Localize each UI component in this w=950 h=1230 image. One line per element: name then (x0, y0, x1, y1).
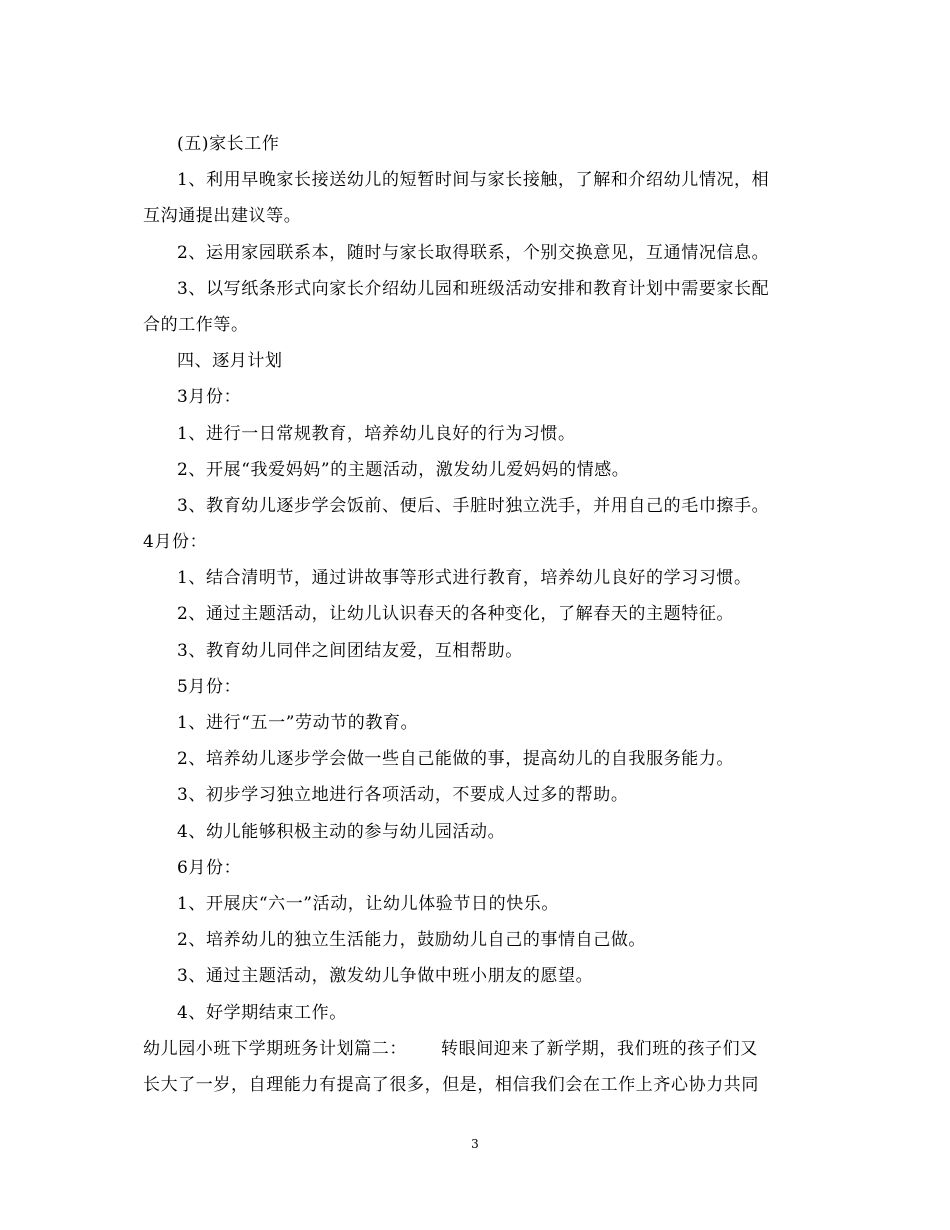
text-line: 3、通过主题活动，激发幼儿争做中班小朋友的愿望。 (177, 966, 594, 987)
month-heading: 3月份： (177, 387, 242, 408)
text-line: 1、进行“五一”劳动节的教育。 (177, 713, 419, 733)
text-line: 1、进行一日常规教育，培养幼儿良好的行为习惯。 (177, 423, 576, 444)
text-line: 4、好学期结束工作。 (177, 1002, 347, 1023)
text-line: 2、开展“我爱妈妈”的主题活动，激发幼儿爱妈妈的情感。 (177, 459, 630, 480)
text-line: 1、利用早晚家长接送幼儿的短暂时间与家长接触，了解和介绍幼儿情况，相 (177, 170, 770, 191)
document-body (143, 126, 808, 1103)
text-line: 合的工作等。 (143, 314, 249, 335)
section-title: 幼儿园小班下学期班务计划篇二： (143, 1038, 407, 1059)
section-intro: 转眼间迎来了新学期，我们班的孩子们又 (441, 1038, 758, 1059)
section-heading: 四、逐月计划 (177, 351, 283, 372)
page-number: 3 (471, 1137, 479, 1151)
text-line: 4、幼儿能够积极主动的参与幼儿园活动。 (177, 821, 506, 842)
text-line: 2、培养幼儿逐步学会做一些自己能做的事，提高幼儿的自我服务能力。 (177, 749, 735, 770)
month-heading: 6月份： (177, 857, 242, 878)
text-line: 2、通过主题活动，让幼儿认识春天的各种变化，了解春天的主题特征。 (177, 604, 735, 625)
text-line: 3、教育幼儿逐步学会饭前、便后、手脏时独立洗手，并用自己的毛巾擦手。 (177, 495, 770, 516)
text-line: 3、以写纸条形式向家长介绍幼儿园和班级活动安排和教育计划中需要家长配 (177, 278, 770, 299)
month-heading: 5月份： (177, 676, 242, 697)
text-line: 2、运用家园联系本，随时与家长取得联系，个别交换意见，互通情况信息。 (177, 242, 770, 263)
text-line: (五)家长工作 (177, 134, 280, 154)
text-line: 3、教育幼儿同伴之间团结友爱，互相帮助。 (177, 640, 523, 661)
section-title-line (143, 1031, 808, 1067)
text-line: 2、培养幼儿的独立生活能力，鼓励幼儿自己的事情自己做。 (177, 930, 647, 951)
month-heading: 4月份： (143, 532, 208, 553)
text-line: 3、初步学习独立地进行各项活动，不要成人过多的帮助。 (177, 785, 629, 806)
text-line: 长大了一岁，自理能力有提高了很多，但是，相信我们会在工作上齐心协力共同 (143, 1074, 759, 1095)
text-line: 1、开展庆“六一”活动，让幼儿体验节日的快乐。 (177, 893, 559, 914)
text-line: 1、结合清明节，通过讲故事等形式进行教育，培养幼儿良好的学习习惯。 (177, 568, 752, 589)
text-line: 互沟通提出建议等。 (143, 206, 302, 227)
